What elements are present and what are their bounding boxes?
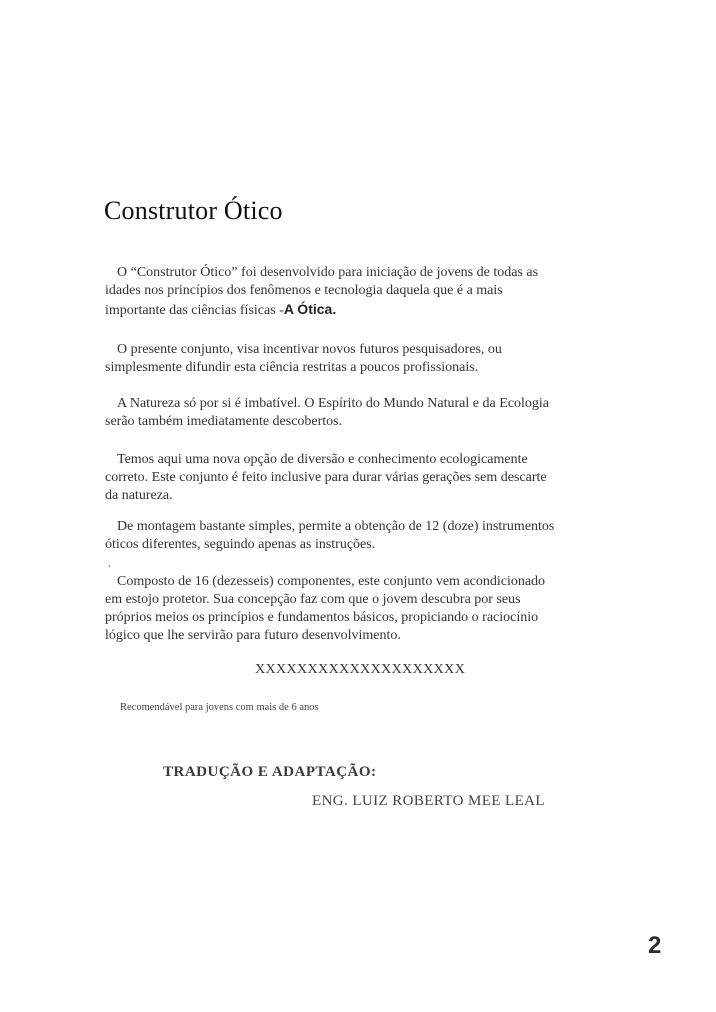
paragraph-line: correto. Este conjunto é feito inclusive para durar várias gerações sem descarte <box>105 470 547 485</box>
paragraph-line: óticos diferentes, seguindo apenas as instruções. <box>105 537 376 552</box>
emphasis-text: A Ótica. <box>283 301 337 317</box>
paragraph-line: lógico que lhe servirão para futuro desenvolvimento. <box>105 628 401 643</box>
paragraph-option <box>105 451 625 505</box>
paragraph-nature <box>105 395 625 431</box>
paragraph-line <box>105 300 625 320</box>
paragraph-line: idades nos princípios dos fenômenos e tecnologia daquela que é a mais <box>105 283 503 298</box>
translator-name: ENG. LUIZ ROBERTO MEE LEAL <box>312 793 545 809</box>
separator-line: XXXXXXXXXXXXXXXXXXXX <box>255 662 466 677</box>
paragraph-line: O “Construtor Ótico” foi desenvolvido para iniciação de jovens de todas as <box>117 265 539 280</box>
paragraph-line: simplesmente difundir esta ciência restritas a poucos profissionais. <box>105 360 479 375</box>
paragraph-line: em estojo protetor. Sua concepção faz com que o jovem descubra por seus <box>105 592 521 607</box>
paragraph-line: A Natureza só por si é imbatível. O Espírito do Mundo Natural e da Ecologia <box>117 396 549 411</box>
paragraph-line-text: importante das ciências físicas - <box>105 303 284 318</box>
paragraph-line: próprios meios os princípios e fundamentos básicos, propiciando o raciocínio <box>105 610 539 625</box>
paragraph-line: Composto de 16 (dezesseis) componentes, este conjunto vem acondicionado <box>117 574 546 589</box>
paragraph-components <box>105 573 625 645</box>
paragraph-purpose <box>105 341 625 377</box>
paragraph-line: Temos aqui uma nova opção de diversão e conhecimento ecologicamente <box>117 452 528 467</box>
paragraph-intro <box>105 264 625 320</box>
translation-heading: TRADUÇÃO E ADAPTAÇÃO: <box>163 764 377 780</box>
paragraph-line: serão também imediatamente descobertos. <box>105 414 343 429</box>
page-title: Construtor Ótico <box>104 196 283 225</box>
stray-mark: . <box>108 556 111 570</box>
paragraph-assembly <box>105 518 625 554</box>
paragraph-line: da natureza. <box>105 488 173 503</box>
paragraph-line: De montagem bastante simples, permite a obtenção de 12 (doze) instrumentos <box>117 519 555 534</box>
page-number: 2 <box>648 932 662 959</box>
paragraph-line: O presente conjunto, visa incentivar novos futuros pesquisadores, ou <box>117 342 502 357</box>
age-recommendation: Recomendável para jovens com mais de 6 anos <box>120 702 319 713</box>
